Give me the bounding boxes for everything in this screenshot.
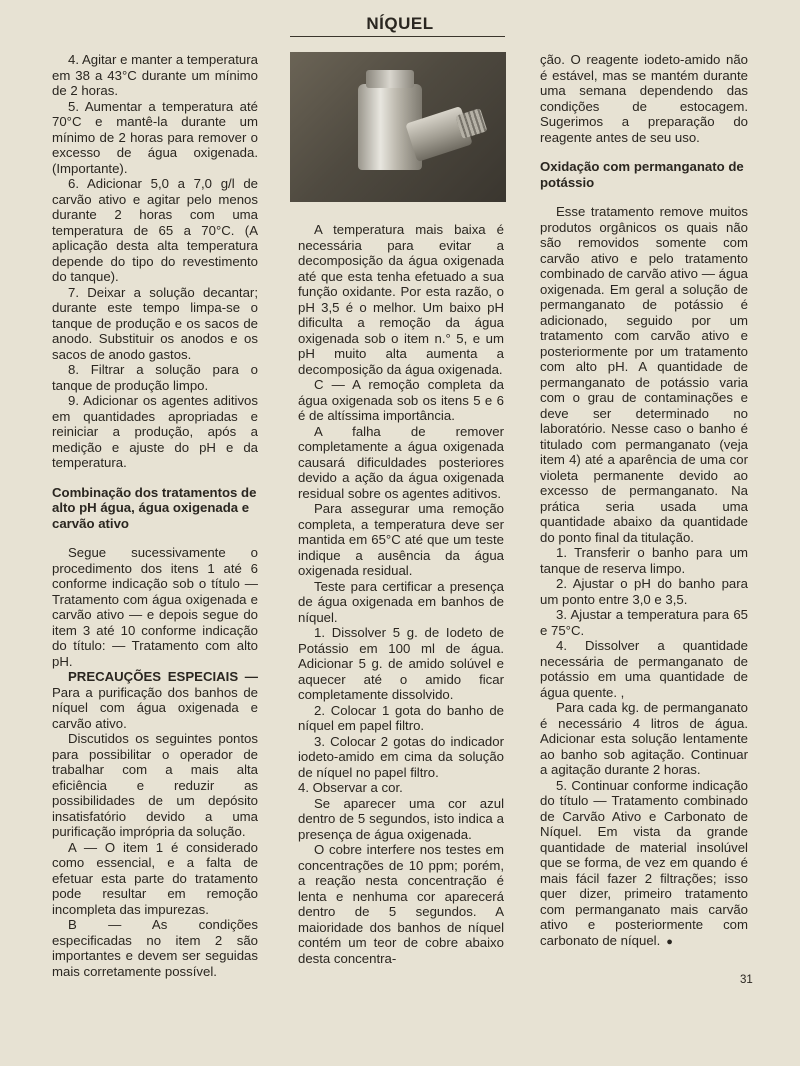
running-header-title: NÍQUEL [366, 14, 434, 33]
step-paragraph [540, 778, 748, 951]
section-heading: Oxidação com permanganato de potássio [540, 159, 744, 190]
body-paragraph: Discutidos os seguintes pontos para possibilitar o operador de trabalhar com a mais alta eficiência e reduzir as possibilidades de um depósito insatisfatório devido a uma purificação imprópria da solução. [52, 731, 258, 839]
end-of-article-mark: ● [666, 935, 673, 948]
left-column [52, 52, 258, 979]
step-paragraph: 2. Colocar 1 gota do banho de níquel em papel filtro. [298, 702, 504, 733]
page-number: 31 [740, 974, 753, 986]
step-paragraph: 8. Filtrar a solução para o tanque de produção limpo. [52, 362, 258, 393]
body-paragraph: A — O item 1 é considerado como essencial, e a falta de efetuar esta parte do tratamento pode resultar em remoção incompleta das impurezas. [52, 839, 258, 917]
body-paragraph: Se aparecer uma cor azul dentro de 5 segundos, isto indica a presença de água oxigenada. [298, 795, 504, 842]
step-paragraph: 1. Dissolver 5 g. de Iodeto de Potássio em 100 ml de água. Adicionar 5 g. de amido solúvel e aquecer até o amido ficar completamente dissolvido. [298, 625, 504, 702]
header-rule [290, 36, 505, 37]
body-paragraph: C — A remoção completa da água oxigenada sob os itens 5 e 6 é de altíssima importância. [298, 377, 504, 423]
step-paragraph: 3. Colocar 2 gotas do indicador iodeto-amido em cima da solução de níquel no papel filtro. [298, 733, 504, 780]
body-paragraph: A temperatura mais baixa é necessária para evitar a decomposição da água oxigenada até que esta tenha efetuado a sua função oxidante. Por esta razão, o pH 3,5 é o melhor. Um baixo pH dificulta a remoção da água oxigenada sob o item n.° 5, e um pH muito alta aumenta a decomposição da água oxigenada. [298, 222, 504, 377]
step-paragraph: 4. Agitar e manter a temperatura em 38 a 43°C durante um mínimo de 2 horas. [52, 52, 258, 98]
right-column [540, 52, 748, 950]
nickel-fittings-photo [290, 52, 506, 202]
body-paragraph: Segue sucessivamente o procedimento dos itens 1 até 6 conforme indicação sob o título — Tratamento com água oxigenada e carvão ativo — e depois segue do item 3 até 10 conforme indicação do título: — Tratamento com alto pH. [52, 545, 258, 669]
step-text: 5. Continuar conforme indicação do título — Tratamento combinado de Carvão Ativo e Carbonato de Níquel. Em vista da grande quantidade de material insolúvel que se forma, de vez em quando é mais fácil fazer 2 filtrações; isso quer dizer, primeiro tratamento com permanganato mais carvão ativo e posteriormente com carbonato de níquel. [540, 777, 748, 948]
body-paragraph: Esse tratamento remove muitos produtos orgânicos os quais não são removidos somente com carvão ativo e pelo tratamento combinado de carvão ativo — água oxigenada. Em geral a solução de permanganato de potássio é adicionado, seguido por um tratamento com carvão ativo e posteriormente por um tratamento com alto pH. A quantidade de permanganato de potássio varia com o grau de contaminações e deve ser determinado no laboratório. Nesse caso o banho é titulado com permanganato (veja item 4) até a aparência de uma cor violeta permanente devido ao excesso de permanganato. Na prática seria usada uma quantidade abaixo da quantidade do ponto final da titulação. [540, 204, 748, 545]
body-paragraph: Teste para certificar a presença de água oxigenada em banhos de níquel. [298, 578, 504, 625]
continuation-paragraph: ção. O reagente iodeto-amido não é estável, mas se mantém durante uma semana dependendo das condições de estocagem. Sugerimos a preparação do reagente antes de seu uso. [540, 52, 748, 145]
step-paragraph: 4. Dissolver a quantidade necessária de permanganato de potássio em uma quantidade de água quente. , [540, 638, 748, 700]
body-paragraph: O cobre interfere nos testes em concentrações de 10 ppm; porém, a reação nesta concentração é lenta e nenhuma cor aparecerá dentro de 5 segundos. A maioridade dos banhos de níquel contém um teor de cobre abaixo desta concentra- [298, 842, 504, 966]
step-paragraph: 7. Deixar a solução decantar; durante este tempo limpa-se o tanque de produção e os sacos de anodo. Substituir os anodos e os sacos de anodo gastos. [52, 284, 258, 362]
precautions-text: Para a purificação dos banhos de níquel com água oxigenada e carvão ativo. [52, 684, 258, 731]
step-paragraph: 6. Adicionar 5,0 a 7,0 g/l de carvão ativo e agitar pelo menos durante 2 horas com uma temperatura de 65 a 70°C. (A aplicação desta alta temperatura depende do tipo do revestimento do tanque). [52, 176, 258, 284]
precautions-label: PRECAUÇÕES ESPECIAIS — [68, 669, 258, 684]
step-paragraph: 5. Aumentar a temperatura até 70°C e mantê-la durante um mínimo de 2 horas para remover o excesso de água oxigenada. (Importante). [52, 98, 258, 176]
step-paragraph: 9. Adicionar os agentes aditivos em quantidades apropriadas e reiniciar a produção, após a medição e ajuste do pH e da temperatura. [52, 393, 258, 470]
body-paragraph: B — As condições especificadas no item 2 são importantes e devem ser seguidas mais corretamente possível. [52, 917, 258, 979]
step-paragraph: 3. Ajustar a temperatura para 65 e 75°C. [540, 607, 748, 638]
body-paragraph: Para assegurar uma remoção completa, a temperatura deve ser mantida em 65°C até que um teste indique a ausência da água oxigenada residual. [298, 501, 504, 578]
step-paragraph: 1. Transferir o banho para um tanque de reserva limpo. [540, 545, 748, 576]
middle-column [298, 52, 504, 966]
step-paragraph: 2. Ajustar o pH do banho para um ponto entre 3,0 e 3,5. [540, 576, 748, 607]
precautions-paragraph [52, 669, 258, 731]
body-paragraph: A falha de remover completamente a água oxigenada causará dificuldades posteriores devido a ação da água oxigenada residual sobre os agentes aditivos. [298, 423, 504, 501]
step-paragraph: 4. Observar a cor. [298, 780, 403, 795]
body-paragraph: Para cada kg. de permanganato é necessário 4 litros de água. Adicionar esta solução lentamente ao banho sob agitação. Continuar a agitação durante 2 horas. [540, 700, 748, 777]
section-heading: Combinação dos tratamentos de alto pH água, água oxigenada e carvão ativo [52, 484, 257, 531]
